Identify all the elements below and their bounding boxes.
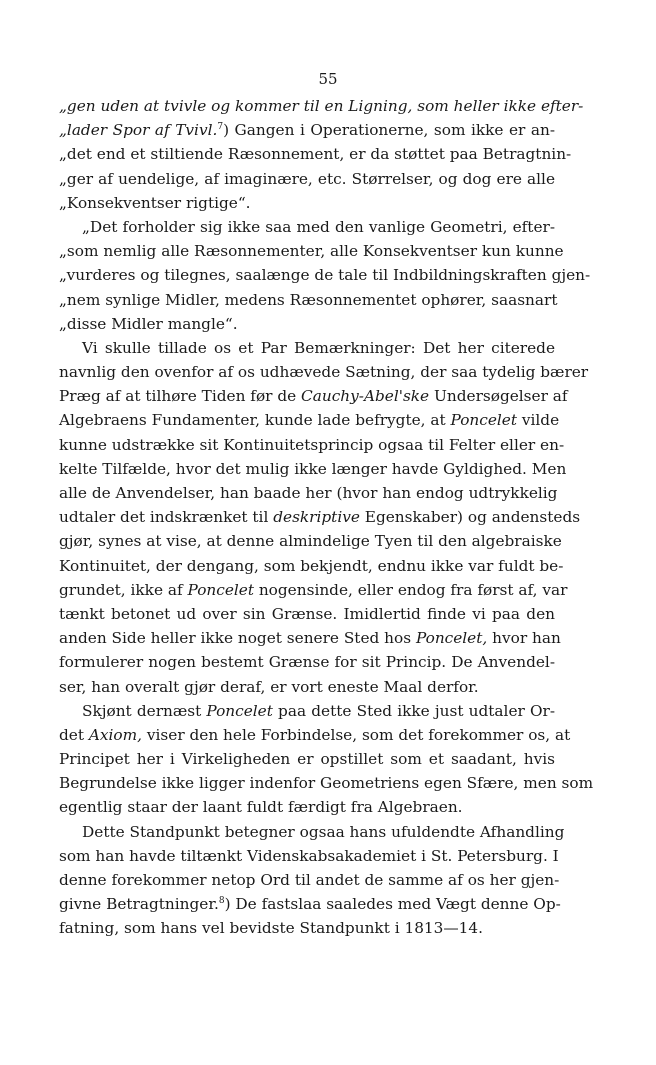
text-line (59, 167, 555, 191)
italic-text: Axiom, (88, 725, 143, 744)
text-line (59, 312, 555, 336)
text-line (59, 288, 558, 312)
text-segment: udtaler det indskrænket til (59, 508, 274, 527)
text-segment: Skjønt dernæst (82, 701, 207, 720)
text-line (59, 336, 555, 360)
text-line (59, 239, 564, 263)
text-segment: egentlig staar der laant fuldt færdigt fra Algebraen. (59, 798, 463, 817)
text-segment: ser, han overalt gjør deraf, er vort eneste Maal derfor. (59, 677, 479, 696)
text-line (59, 118, 555, 142)
text-line (59, 554, 564, 578)
text-segment: „nem synlige Midler, medens Ræsonnementet ophører, saasnart (59, 290, 558, 309)
text-line (59, 723, 571, 747)
text-segment: Algebraens Fundamenter, kunde lade befrygte, at (59, 411, 451, 430)
text-line (59, 529, 562, 553)
text-line (59, 94, 584, 118)
text-line (59, 142, 572, 166)
text-segment: viser den hele Forbindelse, som det forekommer os, at (142, 725, 571, 744)
text-line (59, 795, 555, 819)
text-segment: „som nemlig alle Ræsonnementer, alle Konsekventser kun kunne (59, 242, 564, 261)
italic-text: „lader Spor af Tvivl. (59, 121, 218, 140)
text-line (59, 505, 581, 529)
text-segment: formulerer nogen bestemt Grænse for sit Princip. De Anvendel- (59, 653, 555, 672)
text-line (59, 191, 555, 215)
text-line (59, 675, 555, 699)
footnote-ref: 8 (218, 896, 225, 907)
text-line (59, 892, 561, 916)
text-line (59, 215, 555, 239)
text-line (59, 650, 555, 674)
text-segment: „Konsekventser rigtige“. (59, 193, 251, 212)
text-segment: grundet, ikke af (59, 580, 188, 599)
text-line (59, 844, 559, 868)
text-segment: „Det forholder sig ikke saa med den vanlige Geometri, efter- (82, 217, 555, 236)
text-segment: vilde (516, 411, 560, 430)
text-line (59, 360, 589, 384)
text-line (59, 626, 561, 650)
italic-text: Poncelet (206, 701, 273, 720)
text-segment: Begrundelse ikke ligger indenfor Geometriens egen Sfære, men som (59, 774, 594, 793)
text-segment: navnlig den ovenfor af os udhævede Sætning, der saa tydelig bærer (59, 363, 589, 382)
text-segment: fatning, som hans vel bevidste Standpunkt i 1813—14. (59, 919, 484, 938)
text-line (59, 433, 565, 457)
body-text (59, 94, 594, 941)
text-line (59, 481, 558, 505)
text-line (59, 578, 568, 602)
text-line (59, 384, 568, 408)
text-segment: ) De fastslaa saaledes med Vægt denne Op- (224, 895, 561, 914)
text-line (59, 263, 591, 287)
text-line (59, 699, 555, 723)
text-segment: alle de Anvendelser, han baade her (hvor han endog udtrykkelig (59, 484, 558, 502)
text-segment: givne Betragtninger. (59, 895, 219, 914)
text-line (59, 408, 560, 432)
italic-text: Poncelet (450, 411, 517, 430)
text-line (59, 457, 567, 481)
text-segment: som han havde tiltænkt Videnskabsakademiet i St. Petersburg. I (59, 846, 559, 865)
text-segment: tænkt betonet ud over sin Grænse. Imidlertid finde vi paa den (59, 604, 555, 623)
text-segment: kelte Tilfælde, hvor det mulig ikke længer havde Gyldighed. Men (59, 459, 567, 478)
text-segment: kunne udstrække sit Kontinuitetsprincip ogsaa til Felter eller en- (59, 435, 565, 454)
text-segment: hvor han (487, 629, 561, 648)
text-segment: Vi skulle tillade os et Par Bemærkninger: Det her citerede (82, 338, 555, 357)
italic-text: Poncelet (187, 580, 254, 599)
text-segment: „vurderes og tilegnes, saalænge de tale til Indbildningskraften gjen- (59, 266, 591, 285)
text-segment: denne forekommer netop Ord til andet de samme af os her gjen- (59, 871, 560, 889)
italic-text: Poncelet, (415, 629, 488, 648)
text-segment: „det end et stiltiende Ræsonnement, er da støttet paa Betragtnin- (59, 145, 572, 164)
text-segment: Kontinuitet, der dengang, som bekjendt, endnu ikke var fuldt be- (59, 556, 564, 575)
italic-text: deskriptive (273, 508, 360, 527)
text-line (59, 916, 555, 940)
text-segment: Dette Standpunkt betegner ogsaa hans ufuldendte Afhandling (82, 822, 565, 841)
text-segment: det (59, 725, 89, 744)
text-segment: Principet her i Virkeligheden er opstillet som et saadant, hvis (59, 750, 555, 769)
text-segment: „ger af uendelige, af imaginære, etc. Størrelser, og dog ere alle (59, 169, 555, 188)
text-segment: Undersøgelser af (429, 387, 568, 406)
text-segment: „disse Midler mangle“. (59, 314, 238, 333)
text-segment: Egenskaber) og andensteds (359, 508, 581, 527)
text-segment: paa dette Sted ikke just udtaler Or- (272, 701, 555, 720)
text-line (59, 747, 555, 771)
text-line (59, 820, 565, 844)
text-segment: nogensinde, eller endog fra først af, var (253, 580, 568, 599)
text-line (59, 602, 555, 626)
italic-text: Cauchy-Abel'ske (301, 387, 430, 406)
text-segment: gjør, synes at vise, at denne almindelige Tyen til den algebraiske (59, 532, 562, 551)
text-line (59, 771, 594, 795)
text-segment: Præg af at tilhøre Tiden før de (59, 387, 302, 406)
text-segment: ) Gangen i Operationerne, som ikke er an- (223, 121, 556, 140)
text-segment: anden Side heller ikke noget senere Sted hos (59, 629, 416, 648)
text-line (59, 868, 560, 892)
page-number: 55 (318, 70, 338, 88)
italic-text: „gen uden at tvivle og kommer til en Ligning, som heller ikke efter- (59, 97, 584, 115)
footnote-ref: 7 (217, 122, 224, 133)
